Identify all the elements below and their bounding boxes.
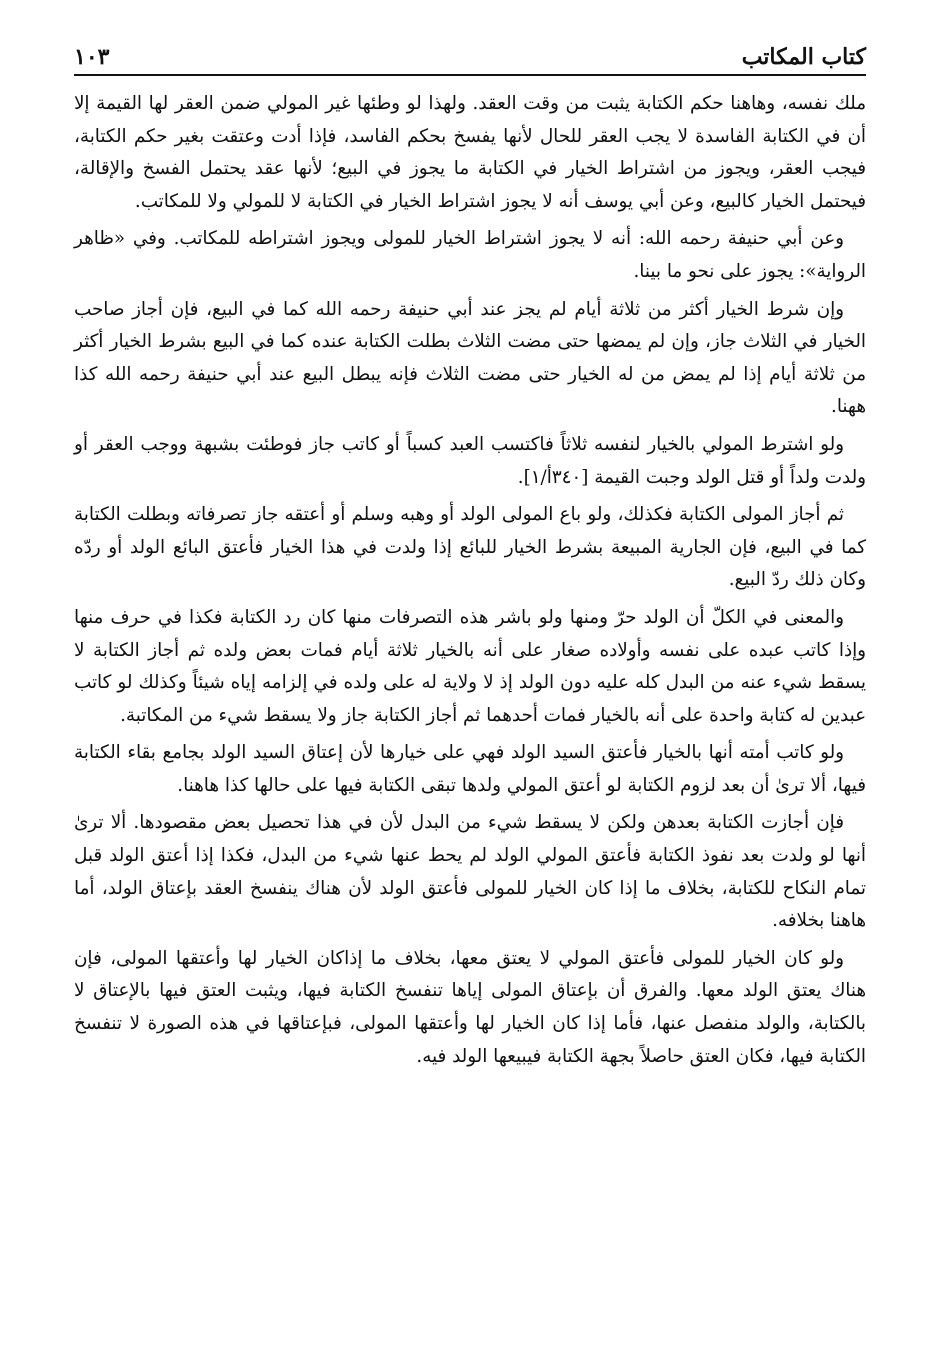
paragraph: ولو كاتب أمته أنها بالخيار فأعتق السيد الولد فهي على خيارها لأن إعتاق السيد الولد بجامع بقاء الكتابة فيها، ألا ترىٰ أن بعد لزوم الكتابة لو أعتق المولي ولدها تبقى الكتابة فيها على حالها كذا هاهنا. (74, 742, 866, 796)
paragraph: ولو كان الخيار للمولى فأعتق المولي لا يعتق معها، بخلاف ما إذاكان الخيار لها وأعتقها المولى، فإن هناك يعتق الولد معها. والفرق أن بإعتاق المولى إياها تنفسخ الكتابة فيها، ويثبت العتق فيها بالإعتاق لا بالكتابة، والولد منفصل عنها، فأما إذا كان الخيار لها وأعتقها المولى، فبإعتاقها في هذه الصورة لا تنفسخ الكتابة فيها، فكان العتق حاصلاً بجهة الكتابة فيبيعها الولد فيه. (74, 947, 866, 1067)
paragraph: وعن أبي حنيفة رحمه الله: أنه لا يجوز اشتراط الخيار للمولى ويجوز اشتراطه للمكاتب. وفي «ظاهر الرواية»: يجوز على نحو ما بينا. (74, 228, 866, 282)
page-header (74, 34, 866, 70)
paragraph: ولو اشترط المولي بالخيار لنفسه ثلاثاً فاكتسب العبد كسباً أو كاتب جاز فوطئت بشبهة ووجب العقر أو ولدت ولداً أو قتل الولد وجبت القيمة [٣٤٠أ/١]. (74, 433, 866, 488)
header-rule (74, 74, 866, 76)
paragraph: فإن أجازت الكتابة بعدهن ولكن لا يسقط شيء من البدل لأن في هذا تحصيل بعض مقصودها. ألا ترىٰ أنها لو ولدت بعد نفوذ الكتابة فأعتق المولي الولد لم يحط عنها شيء من البدل، فكذا إذا أعتق الولد قبل تمام النكاح للكتابة، بخلاف ما إذا كان الخيار للمولى فأعتق الولد لأن هناك ينفسخ العقد بإعتاق الولد، أما هاهنا بخلافه. (74, 812, 866, 932)
page-body (74, 88, 866, 1078)
paragraph: والمعنى في الكلّ أن الولد حرّ ومنها ولو باشر هذه التصرفات منها كان رد الكتابة فكذا في حرف منها وإذا كاتب عبده على نفسه وأولاده صغار على أنه بالخيار ثلاثة أيام فمات بعض ولده ثم أجاز الكتابة لا يسقط شيء عنه من البدل كله عليه دون الولد إذ لا ولاية له على ولده في إلزامه إياه شيئاً وكذلك لو كاتب عبدين له كتابة واحدة على أنه بالخيار فمات أحدهما ثم أجاز الكتابة جاز ولا يسقط شيء من المكاتبة. (74, 606, 866, 726)
chapter-title: كتاب المكاتب (741, 44, 866, 70)
page-number: ١٠٣ (74, 44, 110, 70)
paragraph: ملك نفسه، وهاهنا حكم الكتابة يثبت من وقت العقد. ولهذا لو وطئها غير المولي ضمن العقر لها القيمة إلا أن في الكتابة الفاسدة لا يجب العقر للحال لأنها يفسخ بحكم الفاسد، فإذا أدت وعتقت بغير حكم الكتابة، فيجب العقر، ويجوز من اشتراط الخيار في الكتابة ما يجوز في البيع؛ لأنها عقد يحتمل الفسخ والإقالة، فيحتمل الخيار كالبيع، وعن أبي يوسف أنه لا يجوز اشتراط الخيار في الكتابة لا للمولي ولا للمكاتب. (74, 93, 866, 212)
paragraph: وإن شرط الخيار أكثر من ثلاثة أيام لم يجز عند أبي حنيفة رحمه الله كما في البيع، فإن أجاز صاحب الخيار في الثلاث جاز، وإن لم يمضها حتى مضت الثلاث بطلت الكتابة عنده كما في البيع بشرط الخيار أكثر من ثلاثة أيام إذا لم يمض من له الخيار حتى مضت الثلاث فإنه يبطل البيع عند أبي حنيفة رحمه الله كذا ههنا. (74, 298, 866, 418)
paragraph: ثم أجاز المولى الكتابة فكذلك، ولو باع المولى الولد أو وهبه وسلم أو أعتقه جاز تصرفاته وبطلت الكتابة كما في البيع، فإن الجارية المبيعة بشرط الخيار للبائع إذا ولدت في هذا الخيار فأعتق البائع الولد أو ردّه وكان ذلك ردّ البيع. (74, 504, 866, 591)
